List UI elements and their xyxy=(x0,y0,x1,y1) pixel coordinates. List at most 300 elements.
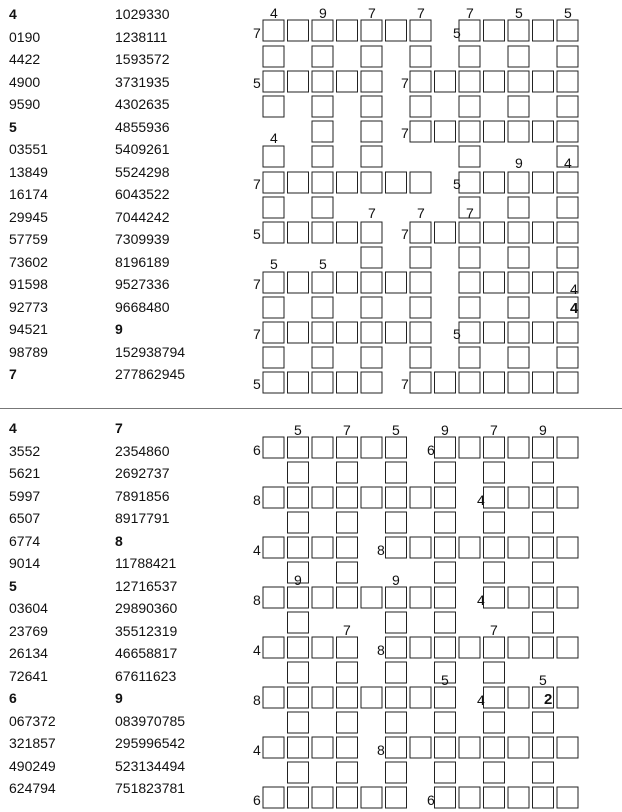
grid-cell[interactable] xyxy=(459,46,480,67)
grid-cell[interactable] xyxy=(410,687,431,708)
grid-cell[interactable] xyxy=(459,637,480,658)
grid-cell[interactable] xyxy=(459,247,480,268)
grid-cell[interactable] xyxy=(459,437,480,458)
word-entry: 92773 xyxy=(9,298,48,315)
grid-cell[interactable] xyxy=(288,587,309,608)
grid-cell[interactable] xyxy=(288,487,309,508)
word-entry: 23769 xyxy=(9,622,48,639)
grid-cell[interactable] xyxy=(263,172,284,193)
clue-number: 5 xyxy=(294,422,302,438)
grid-cell[interactable] xyxy=(459,222,480,243)
grid-cell[interactable] xyxy=(288,687,309,708)
grid-cell[interactable] xyxy=(361,587,382,608)
grid-cell[interactable] xyxy=(533,272,554,293)
grid-cell[interactable] xyxy=(337,637,358,658)
grid-cell[interactable] xyxy=(557,46,578,67)
grid-cell[interactable] xyxy=(337,737,358,758)
grid-cell[interactable] xyxy=(361,487,382,508)
grid-cell[interactable] xyxy=(459,146,480,167)
grid-cell[interactable] xyxy=(508,537,529,558)
clue-number: 4 xyxy=(270,130,278,146)
grid-cell[interactable] xyxy=(533,737,554,758)
word-entry: 13849 xyxy=(9,163,48,180)
grid-cell[interactable] xyxy=(557,347,578,368)
grid-cell[interactable] xyxy=(312,372,333,393)
grid-cell[interactable] xyxy=(508,372,529,393)
word-entry: 35512319 xyxy=(115,622,178,639)
grid-cell[interactable] xyxy=(263,146,284,167)
grid-cell[interactable] xyxy=(312,537,333,558)
grid-cell[interactable] xyxy=(361,121,382,142)
word-entry: 490249 xyxy=(9,757,56,774)
grid-cell[interactable] xyxy=(337,462,358,483)
grid-cell[interactable] xyxy=(508,587,529,608)
grid-cell[interactable] xyxy=(386,537,407,558)
grid-cell[interactable] xyxy=(288,71,309,92)
grid-cell[interactable] xyxy=(484,512,505,533)
grid-cell[interactable] xyxy=(386,712,407,733)
grid-cell[interactable] xyxy=(337,537,358,558)
grid-cell[interactable] xyxy=(386,762,407,783)
grid-cell[interactable] xyxy=(435,71,456,92)
grid-cell[interactable] xyxy=(361,46,382,67)
clue-number: 7 xyxy=(368,205,376,221)
grid-cell[interactable] xyxy=(459,737,480,758)
grid-cell[interactable] xyxy=(288,322,309,343)
grid-cell[interactable] xyxy=(337,172,358,193)
grid-cell[interactable] xyxy=(312,637,333,658)
grid-cell[interactable] xyxy=(263,96,284,117)
grid-cell[interactable] xyxy=(337,20,358,41)
grid-cell[interactable] xyxy=(435,121,456,142)
grid-cell[interactable] xyxy=(484,322,505,343)
grid-cell[interactable] xyxy=(386,637,407,658)
grid-cell[interactable] xyxy=(484,462,505,483)
grid-cell[interactable] xyxy=(312,487,333,508)
grid-cell[interactable] xyxy=(484,121,505,142)
grid-cell[interactable] xyxy=(337,687,358,708)
grid-cell[interactable] xyxy=(361,222,382,243)
grid-cell[interactable] xyxy=(263,322,284,343)
grid-cell[interactable] xyxy=(312,787,333,808)
grid-cell[interactable] xyxy=(557,637,578,658)
grid-cell[interactable] xyxy=(263,46,284,67)
grid-cell[interactable] xyxy=(410,20,431,41)
grid-cell[interactable] xyxy=(263,347,284,368)
grid-cell[interactable] xyxy=(459,96,480,117)
grid-cell[interactable] xyxy=(337,762,358,783)
clue-number: 5 xyxy=(253,376,261,392)
grid-cell[interactable] xyxy=(557,20,578,41)
clue-number: 7 xyxy=(401,125,409,141)
grid-cell[interactable] xyxy=(312,20,333,41)
grid-cell[interactable] xyxy=(557,96,578,117)
grid-cell[interactable] xyxy=(361,247,382,268)
grid-cell[interactable] xyxy=(557,487,578,508)
grid-cell[interactable] xyxy=(508,347,529,368)
grid-cell[interactable] xyxy=(263,737,284,758)
clue-number: 6 xyxy=(253,792,261,808)
grid-cell[interactable] xyxy=(533,612,554,633)
clue-number: 4 xyxy=(253,742,261,758)
grid-cell[interactable] xyxy=(312,322,333,343)
grid-cell[interactable] xyxy=(533,537,554,558)
word-entry: 3552 xyxy=(9,442,41,459)
clue-number: 8 xyxy=(377,742,385,758)
grid-cell[interactable] xyxy=(263,587,284,608)
grid-cell[interactable] xyxy=(337,712,358,733)
word-entry: 29890360 xyxy=(115,600,178,616)
grid-cell[interactable] xyxy=(288,762,309,783)
grid-cell[interactable] xyxy=(484,787,505,808)
grid-cell[interactable] xyxy=(508,96,529,117)
grid-cell[interactable] xyxy=(386,587,407,608)
grid-cell[interactable] xyxy=(410,637,431,658)
grid-cell[interactable] xyxy=(288,662,309,683)
grid-cell[interactable] xyxy=(508,272,529,293)
grid-cell[interactable] xyxy=(337,437,358,458)
grid-cell[interactable] xyxy=(533,512,554,533)
grid-cell[interactable] xyxy=(484,272,505,293)
grid-cell[interactable] xyxy=(533,562,554,583)
grid-cell[interactable] xyxy=(508,297,529,318)
grid-cell[interactable] xyxy=(410,172,431,193)
grid-cell[interactable] xyxy=(557,687,578,708)
grid-cell[interactable] xyxy=(288,612,309,633)
grid-cell[interactable] xyxy=(288,537,309,558)
grid-cell[interactable] xyxy=(533,222,554,243)
grid-cell[interactable] xyxy=(312,297,333,318)
grid-cell[interactable] xyxy=(508,172,529,193)
grid-cell[interactable] xyxy=(484,537,505,558)
grid-cell[interactable] xyxy=(386,787,407,808)
grid-cell[interactable] xyxy=(508,487,529,508)
grid-cell[interactable] xyxy=(435,487,456,508)
grid-cell[interactable] xyxy=(361,347,382,368)
grid-cell[interactable] xyxy=(557,172,578,193)
clue-number: 7 xyxy=(253,25,261,41)
grid-cell[interactable] xyxy=(508,437,529,458)
grid-cell[interactable] xyxy=(410,247,431,268)
grid-cell[interactable] xyxy=(484,712,505,733)
grid-cell[interactable] xyxy=(435,712,456,733)
grid-cell[interactable] xyxy=(361,687,382,708)
clue-number: 5 xyxy=(319,256,327,272)
grid-cell[interactable] xyxy=(312,146,333,167)
grid-cell[interactable] xyxy=(386,487,407,508)
clue-number: 5 xyxy=(515,5,523,21)
grid-cell[interactable] xyxy=(484,762,505,783)
grid-cell[interactable] xyxy=(386,272,407,293)
grid-cell[interactable] xyxy=(386,20,407,41)
grid-cell[interactable] xyxy=(337,512,358,533)
grid-cell[interactable] xyxy=(263,437,284,458)
grid-cell[interactable] xyxy=(263,197,284,218)
grid-cell[interactable] xyxy=(410,347,431,368)
grid-cell[interactable] xyxy=(459,20,480,41)
grid-cell[interactable] xyxy=(263,537,284,558)
grid-cell[interactable] xyxy=(361,787,382,808)
grid-cell[interactable] xyxy=(533,762,554,783)
grid-cell[interactable] xyxy=(263,637,284,658)
word-entry: 72641 xyxy=(9,667,48,684)
grid-cell[interactable] xyxy=(410,322,431,343)
grid-cell[interactable] xyxy=(459,372,480,393)
grid-cell[interactable] xyxy=(288,462,309,483)
grid-cell[interactable] xyxy=(557,222,578,243)
grid-cell[interactable] xyxy=(484,172,505,193)
grid-cell[interactable] xyxy=(410,372,431,393)
grid-cell[interactable] xyxy=(508,787,529,808)
grid-cell[interactable] xyxy=(386,612,407,633)
word-entry: 4855936 xyxy=(115,118,170,135)
grid-cell[interactable] xyxy=(435,372,456,393)
clue-number: 5 xyxy=(564,5,572,21)
grid-cell[interactable] xyxy=(312,96,333,117)
grid-cell[interactable] xyxy=(312,46,333,67)
grid-cell[interactable] xyxy=(484,437,505,458)
grid-cell[interactable] xyxy=(484,737,505,758)
grid-cell[interactable] xyxy=(508,71,529,92)
grid-cell[interactable] xyxy=(435,637,456,658)
grid-cell[interactable] xyxy=(312,437,333,458)
grid-cell[interactable] xyxy=(361,372,382,393)
grid-cell[interactable] xyxy=(557,121,578,142)
grid-cell[interactable] xyxy=(337,372,358,393)
grid-cell[interactable] xyxy=(410,487,431,508)
grid-cell[interactable] xyxy=(288,222,309,243)
grid-cell[interactable] xyxy=(484,662,505,683)
grid-cell[interactable] xyxy=(410,587,431,608)
grid-cell[interactable] xyxy=(484,372,505,393)
grid-cell[interactable] xyxy=(288,272,309,293)
grid-cell[interactable] xyxy=(435,737,456,758)
grid-cell[interactable] xyxy=(288,637,309,658)
grid-cell[interactable] xyxy=(533,487,554,508)
grid-cell[interactable] xyxy=(459,172,480,193)
grid-cell[interactable] xyxy=(386,437,407,458)
grid-cell[interactable] xyxy=(484,562,505,583)
grid-cell[interactable] xyxy=(484,637,505,658)
grid-cell[interactable] xyxy=(508,687,529,708)
clue-number: 7 xyxy=(253,276,261,292)
grid-cell[interactable] xyxy=(508,197,529,218)
grid-cell[interactable] xyxy=(312,737,333,758)
grid-cell[interactable] xyxy=(484,20,505,41)
clue-number: 4 xyxy=(253,642,261,658)
clue-number: 5 xyxy=(453,176,461,192)
word-entry: 2354860 xyxy=(115,442,170,459)
clue-number: 4 xyxy=(477,592,485,608)
word-entry: 067372 xyxy=(9,712,56,729)
grid-cell[interactable] xyxy=(435,787,456,808)
grid-cell[interactable] xyxy=(263,372,284,393)
grid-cell[interactable] xyxy=(435,612,456,633)
grid-cell[interactable] xyxy=(435,437,456,458)
grid-cell[interactable] xyxy=(533,637,554,658)
grid-cell[interactable] xyxy=(533,172,554,193)
grid-cell[interactable] xyxy=(288,172,309,193)
grid-cell[interactable] xyxy=(312,121,333,142)
word-entry: 523134494 xyxy=(115,757,186,774)
grid-cell[interactable] xyxy=(533,20,554,41)
grid-cell[interactable] xyxy=(435,462,456,483)
grid-cell[interactable] xyxy=(557,737,578,758)
grid-cell[interactable] xyxy=(533,71,554,92)
grid-cell[interactable] xyxy=(557,71,578,92)
grid-cell[interactable] xyxy=(361,297,382,318)
grid-cell[interactable] xyxy=(263,787,284,808)
grid-cell[interactable] xyxy=(557,247,578,268)
grid-cell[interactable] xyxy=(533,712,554,733)
grid-cell[interactable] xyxy=(533,121,554,142)
clue-number: 7 xyxy=(401,376,409,392)
grid-cell[interactable] xyxy=(435,762,456,783)
grid-cell[interactable] xyxy=(312,347,333,368)
grid-cell[interactable] xyxy=(508,121,529,142)
grid-cell[interactable] xyxy=(435,512,456,533)
grid-cell[interactable] xyxy=(361,20,382,41)
clue-number: 6 xyxy=(253,442,261,458)
grid-cell[interactable] xyxy=(288,512,309,533)
grid-cell[interactable] xyxy=(435,687,456,708)
grid-cell[interactable] xyxy=(435,562,456,583)
grid-cell[interactable] xyxy=(459,71,480,92)
grid-cell[interactable] xyxy=(386,462,407,483)
clue-number: 8 xyxy=(377,542,385,558)
grid-cell[interactable] xyxy=(312,71,333,92)
grid-cell[interactable] xyxy=(312,587,333,608)
word-length-header: 4 xyxy=(9,6,17,22)
grid-cell[interactable] xyxy=(361,272,382,293)
grid-cell[interactable] xyxy=(312,272,333,293)
grid-cell[interactable] xyxy=(386,172,407,193)
grid-cell[interactable] xyxy=(312,222,333,243)
grid-cell[interactable] xyxy=(410,46,431,67)
grid-cell[interactable] xyxy=(337,322,358,343)
grid-cell[interactable] xyxy=(410,222,431,243)
clue-number: 9 xyxy=(515,155,523,171)
grid-cell[interactable] xyxy=(484,222,505,243)
grid-cell[interactable] xyxy=(459,787,480,808)
grid-cell[interactable] xyxy=(361,146,382,167)
grid-cell[interactable] xyxy=(337,71,358,92)
clue-number: 5 xyxy=(253,226,261,242)
grid-cell[interactable] xyxy=(361,96,382,117)
grid-cell[interactable] xyxy=(410,272,431,293)
grid-cell[interactable] xyxy=(508,46,529,67)
grid-cell[interactable] xyxy=(557,587,578,608)
grid-cell[interactable] xyxy=(508,20,529,41)
grid-cell[interactable] xyxy=(288,737,309,758)
grid-cell[interactable] xyxy=(508,322,529,343)
grid-cell[interactable] xyxy=(533,372,554,393)
grid-cell[interactable] xyxy=(557,372,578,393)
word-entry: 5997 xyxy=(9,487,41,504)
grid-cell[interactable] xyxy=(484,71,505,92)
clue-number: 8 xyxy=(253,492,261,508)
grid-cell[interactable] xyxy=(361,71,382,92)
grid-cell[interactable] xyxy=(386,512,407,533)
grid-cell[interactable] xyxy=(484,587,505,608)
grid-cell[interactable] xyxy=(288,20,309,41)
grid-cell[interactable] xyxy=(386,687,407,708)
grid-cell[interactable] xyxy=(288,712,309,733)
grid-cell[interactable] xyxy=(508,222,529,243)
grid-cell[interactable] xyxy=(459,537,480,558)
grid-cell[interactable] xyxy=(484,487,505,508)
grid-cell[interactable] xyxy=(386,662,407,683)
grid-cell[interactable] xyxy=(263,687,284,708)
grid-cell[interactable] xyxy=(508,247,529,268)
grid-cell[interactable] xyxy=(337,272,358,293)
grid-cell[interactable] xyxy=(361,322,382,343)
grid-cell[interactable] xyxy=(435,537,456,558)
grid-cell[interactable] xyxy=(386,737,407,758)
grid-cell[interactable] xyxy=(435,222,456,243)
grid-cell[interactable] xyxy=(533,462,554,483)
grid-cell[interactable] xyxy=(410,737,431,758)
grid-cell[interactable] xyxy=(337,662,358,683)
grid-cell[interactable] xyxy=(459,272,480,293)
grid-cell[interactable] xyxy=(263,71,284,92)
grid-cell[interactable] xyxy=(410,121,431,142)
grid-cell[interactable] xyxy=(410,297,431,318)
grid-cell[interactable] xyxy=(557,322,578,343)
grid-cell[interactable] xyxy=(557,197,578,218)
grid-cell[interactable] xyxy=(312,687,333,708)
grid-cell[interactable] xyxy=(288,787,309,808)
grid-cell[interactable] xyxy=(337,587,358,608)
grid-cell[interactable] xyxy=(337,562,358,583)
grid-cell[interactable] xyxy=(288,372,309,393)
grid-cell[interactable] xyxy=(263,272,284,293)
grid-cell[interactable] xyxy=(288,437,309,458)
grid-cell[interactable] xyxy=(557,787,578,808)
grid-cell[interactable] xyxy=(337,222,358,243)
grid-cell[interactable] xyxy=(410,71,431,92)
grid-cell[interactable] xyxy=(337,487,358,508)
grid-cell[interactable] xyxy=(263,20,284,41)
grid-cell[interactable] xyxy=(410,96,431,117)
grid-cell[interactable] xyxy=(435,587,456,608)
grid-cell[interactable] xyxy=(312,172,333,193)
grid-cell[interactable] xyxy=(312,197,333,218)
grid-cell[interactable] xyxy=(459,347,480,368)
grid-cell[interactable] xyxy=(337,787,358,808)
grid-cell[interactable] xyxy=(557,537,578,558)
grid-cell[interactable] xyxy=(557,437,578,458)
grid-cell[interactable] xyxy=(533,587,554,608)
grid-cell[interactable] xyxy=(533,437,554,458)
grid-cell[interactable] xyxy=(459,322,480,343)
grid-cell[interactable] xyxy=(484,687,505,708)
grid-cell[interactable] xyxy=(263,487,284,508)
grid-cell[interactable] xyxy=(508,637,529,658)
grid-cell[interactable] xyxy=(459,297,480,318)
grid-cell[interactable] xyxy=(533,322,554,343)
grid-cell[interactable] xyxy=(361,437,382,458)
grid-cell[interactable] xyxy=(533,787,554,808)
grid-cell[interactable] xyxy=(263,222,284,243)
grid-cell[interactable] xyxy=(386,322,407,343)
word-entry: 1238111 xyxy=(115,28,168,45)
grid-cell[interactable] xyxy=(459,121,480,142)
grid-cell[interactable] xyxy=(410,537,431,558)
grid-cell[interactable] xyxy=(263,297,284,318)
grid-cell[interactable] xyxy=(508,737,529,758)
grid-cell[interactable] xyxy=(361,172,382,193)
